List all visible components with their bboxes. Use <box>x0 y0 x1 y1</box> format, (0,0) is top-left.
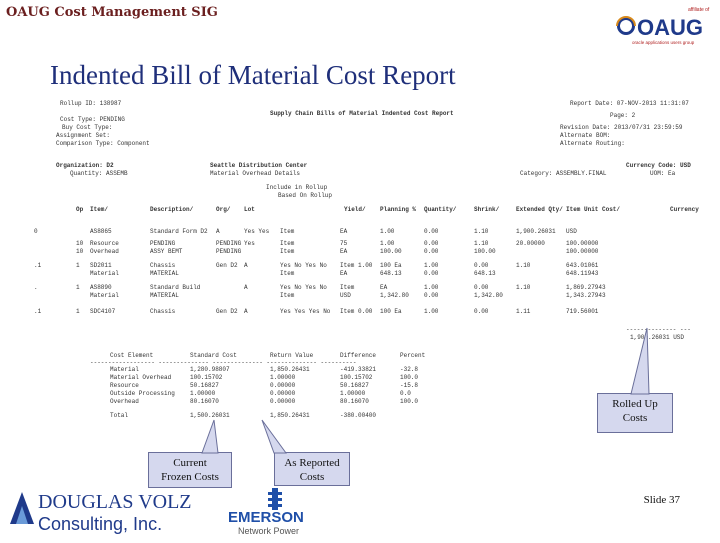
report-cell: 100 Ea <box>380 308 402 315</box>
report-cell: Standard Form D2 <box>150 228 208 235</box>
report-comparison-type: Comparison Type: Component <box>56 140 150 147</box>
report-cell: Yes No Yes No <box>280 262 327 269</box>
report-cell: 648.13 <box>474 270 496 277</box>
summary-cell: -419.33821 <box>340 366 377 373</box>
report-cell: A <box>244 284 248 291</box>
report-cell: 0.00 <box>424 292 439 299</box>
report-cell: USD <box>566 228 577 235</box>
report-org-name: Seattle Distribution Center <box>210 162 308 169</box>
report-page: Page: 2 <box>610 112 636 119</box>
slide-title: Indented Bill of Material Cost Report <box>50 60 456 90</box>
oaug-logo <box>610 4 714 48</box>
report-cell: 1.10 <box>474 240 489 247</box>
summary-header: Standard Cost <box>190 352 237 359</box>
report-alternate-bom: Alternate BOM: <box>560 132 611 139</box>
summary-cell: 1,280.98807 <box>190 366 230 373</box>
report-divider: -------------- --- <box>626 326 691 333</box>
report-column-header: Extended Qty/ <box>516 206 563 213</box>
report-cell: Material <box>90 270 119 277</box>
report-cell: A <box>216 228 220 235</box>
report-cell: Gen D2 <box>216 262 238 269</box>
report-cell: 100.00 <box>474 248 496 255</box>
report-date: Report Date: 07-NOV-2013 11:31:07 <box>570 100 689 107</box>
report-cell: 1.11 <box>516 308 531 315</box>
report-cell: 75 <box>340 240 348 247</box>
report-cell: Material <box>90 292 119 299</box>
report-cell: 1,342.80 <box>474 292 503 299</box>
report-cell: 1.00 <box>424 308 439 315</box>
report-cell: 0.00 <box>424 248 439 255</box>
oaug-name-text: OAUG <box>637 15 703 40</box>
report-cell: 1 <box>76 262 80 269</box>
report-cell: 1,342.80 <box>380 292 409 299</box>
oaug-tagline-text: oracle applications users group <box>632 40 695 45</box>
report-cell: SDC4107 <box>90 308 116 315</box>
report-cell: Yes Yes Yes No <box>280 308 331 315</box>
summary-cell: 80.16070 <box>340 398 369 405</box>
report-cell: 100.00 <box>380 248 402 255</box>
report-cell: Chassis <box>150 262 176 269</box>
slide-page-number: Slide 37 <box>643 494 680 506</box>
report-buy-cost-type: Buy Cost Type: <box>62 124 113 131</box>
summary-cell: 0.00000 <box>270 398 296 405</box>
report-cell: EA <box>340 248 348 255</box>
summary-header: Difference <box>340 352 377 359</box>
summary-cell: -15.8 <box>400 382 419 389</box>
report-cell: 1.00 <box>424 262 439 269</box>
report-cell: Chassis <box>150 308 176 315</box>
summary-cell: 1,850.26431 <box>270 366 310 373</box>
report-quantity: Quantity: ASSEMB <box>70 170 128 177</box>
current-frozen-costs-callout: Current Frozen Costs <box>148 452 232 488</box>
summary-divider: ------------------ -------------- -------------- -------------- ---------- <box>90 359 357 366</box>
report-cell: SD2011 <box>90 262 112 269</box>
summary-cell: Outside Processing <box>110 390 175 397</box>
report-column-header: Lot <box>244 206 255 213</box>
report-column-header: Currency <box>670 206 699 213</box>
summary-cell: 0.0 <box>400 390 411 397</box>
report-cell: . <box>34 284 38 291</box>
summary-cell: 50.16827 <box>190 382 219 389</box>
report-cell: AS8865 <box>90 228 112 235</box>
rolled-up-pointer <box>625 326 665 396</box>
rolled-up-costs-callout: Rolled Up Costs <box>597 393 673 433</box>
report-cell: PENDING <box>150 240 176 247</box>
summary-cell: 100.15702 <box>190 374 223 381</box>
report-cell: Standard Build <box>150 284 201 291</box>
summary-cell: 1.00000 <box>340 390 366 397</box>
report-cell: Item <box>280 248 295 255</box>
report-cell: PENDING <box>216 240 242 247</box>
report-cost-type: Cost Type: PENDING <box>60 116 125 123</box>
summary-total-cell: 1,850.26431 <box>270 412 310 419</box>
report-cell: 648.11943 <box>566 270 599 277</box>
report-assignment-set: Assignment Set: <box>56 132 111 139</box>
report-uom: UOM: Ea <box>650 170 676 177</box>
report-cell: 1.00 <box>380 240 395 247</box>
report-cell: 20.00000 <box>516 240 545 247</box>
report-column-header: Quantity/ <box>424 206 457 213</box>
summary-total-cell: 1,500.26031 <box>190 412 230 419</box>
summary-cell: Material Overhead <box>110 374 172 381</box>
douglas-volz-name: DOUGLAS VOLZ <box>38 491 192 513</box>
report-cell: 0.00 <box>474 284 489 291</box>
report-banner-based: Based On Rollup <box>278 192 333 199</box>
summary-total-cell: Total <box>110 412 129 419</box>
as-reported-pointer <box>258 418 288 454</box>
report-cell: 0.00 <box>424 240 439 247</box>
report-currency-code: Currency Code: USD <box>626 162 691 169</box>
report-category: Category: ASSEMBLY.FINAL <box>520 170 607 177</box>
report-cell: Yes <box>244 240 255 247</box>
summary-total-cell: -380.00400 <box>340 412 377 419</box>
summary-cell: 100.0 <box>400 374 419 381</box>
report-cell: A <box>244 262 248 269</box>
report-cell: 0.00 <box>424 270 439 277</box>
report-cell: 0.00 <box>424 228 439 235</box>
report-cell: USD <box>340 292 351 299</box>
report-cell: Gen D2 <box>216 308 238 315</box>
report-cell: Resource <box>90 240 119 247</box>
report-cell: 100.00000 <box>566 240 599 247</box>
report-rollup-id: Rollup ID: 138987 <box>60 100 122 107</box>
report-cell: Item <box>280 292 295 299</box>
current-frozen-pointer <box>200 418 230 454</box>
report-column-header: Description/ <box>150 206 194 213</box>
report-column-header: Shrink/ <box>474 206 500 213</box>
report-cell: 1.00 <box>424 284 439 291</box>
report-column-header: Item/ <box>90 206 109 213</box>
report-cell: 10 <box>76 240 84 247</box>
report-cell: ASSY BEMT <box>150 248 183 255</box>
summary-cell: 50.16827 <box>340 382 369 389</box>
summary-cell: -32.8 <box>400 366 419 373</box>
oaug-affiliate-text: affiliate of <box>688 7 710 13</box>
douglas-volz-sub: Consulting, Inc. <box>38 514 163 534</box>
report-cell: .1 <box>34 308 42 315</box>
report-cell: 1,900.26031 <box>516 228 556 235</box>
report-cell: 1,869.27943 <box>566 284 606 291</box>
as-reported-costs-callout: As Reported Costs <box>274 452 350 486</box>
report-cell: Item <box>340 284 355 291</box>
report-cell: .1 <box>34 262 42 269</box>
report-cell: AS8890 <box>90 284 112 291</box>
report-column-header: Planning % <box>380 206 417 213</box>
report-cell: 100 Ea <box>380 262 402 269</box>
report-cell: Item 0.00 <box>340 308 373 315</box>
report-cell: Item <box>280 270 295 277</box>
summary-cell: 100.0 <box>400 398 419 405</box>
report-cell: 1.10 <box>516 284 531 291</box>
report-organization: Organization: D2 <box>56 162 114 169</box>
summary-cell: Resource <box>110 382 139 389</box>
report-banner-include: Include in Rollup <box>266 184 328 191</box>
summary-cell: 0.00000 <box>270 382 296 389</box>
emerson-name: EMERSON <box>228 509 304 526</box>
report-column-header: Op <box>76 206 84 213</box>
report-cell: 100.00000 <box>566 248 599 255</box>
report-cell: PENDING <box>216 248 242 255</box>
report-cell: MATERIAL <box>150 270 179 277</box>
douglas-volz-logo <box>8 488 198 536</box>
report-cell: 1 <box>76 284 80 291</box>
report-cell: 1.10 <box>474 228 489 235</box>
report-cell: 0.00 <box>474 308 489 315</box>
summary-cell: 100.15702 <box>340 374 373 381</box>
summary-header: Percent <box>400 352 426 359</box>
report-cell: Item <box>280 228 295 235</box>
summary-header: Return Value <box>270 352 314 359</box>
report-cell: 648.13 <box>380 270 402 277</box>
emerson-sub: Network Power <box>238 526 300 536</box>
report-column-header: Yield/ <box>344 206 366 213</box>
report-cell: 1.00 <box>380 228 395 235</box>
report-total: 1,900.26031 USD <box>630 334 685 341</box>
report-cell: A <box>244 308 248 315</box>
summary-cell: Material <box>110 366 139 373</box>
report-cell: Yes Yes <box>244 228 270 235</box>
report-cell: Overhead <box>90 248 119 255</box>
report-cell: Item <box>280 240 295 247</box>
summary-cell: 80.16070 <box>190 398 219 405</box>
report-cell: 1,343.27943 <box>566 292 606 299</box>
report-cell: 10 <box>76 248 84 255</box>
report-org-detail: Material Overhead Details <box>210 170 301 177</box>
summary-header: Cost Element <box>110 352 154 359</box>
report-cell: 1.10 <box>516 262 531 269</box>
report-cell: Yes No Yes No <box>280 284 327 291</box>
header-title: OAUG Cost Management SIG <box>6 5 218 20</box>
report-revision-date: Revision Date: 2013/07/31 23:59:59 <box>560 124 683 131</box>
summary-cell: 0.00000 <box>270 390 296 397</box>
report-cell: 719.56001 <box>566 308 599 315</box>
report-cell: 0 <box>34 228 38 235</box>
report-cell: MATERIAL <box>150 292 179 299</box>
summary-cell: Overhead <box>110 398 139 405</box>
report-cell: EA <box>340 228 348 235</box>
report-column-header: Org/ <box>216 206 231 213</box>
report-alternate-routing: Alternate Routing: <box>560 140 625 147</box>
report-cell: 643.01061 <box>566 262 599 269</box>
report-cell: EA <box>340 270 348 277</box>
emerson-logo <box>228 488 328 538</box>
report-cell: 0.00 <box>474 262 489 269</box>
report-column-header: Item Unit Cost/ <box>566 206 621 213</box>
summary-cell: 1.00000 <box>270 374 296 381</box>
report-cell: Item 1.00 <box>340 262 373 269</box>
report-cell: 1 <box>76 308 80 315</box>
report-cell: EA <box>380 284 388 291</box>
summary-cell: 1.00000 <box>190 390 216 397</box>
report-title: Supply Chain Bills of Material Indented Cost Report <box>270 110 454 117</box>
